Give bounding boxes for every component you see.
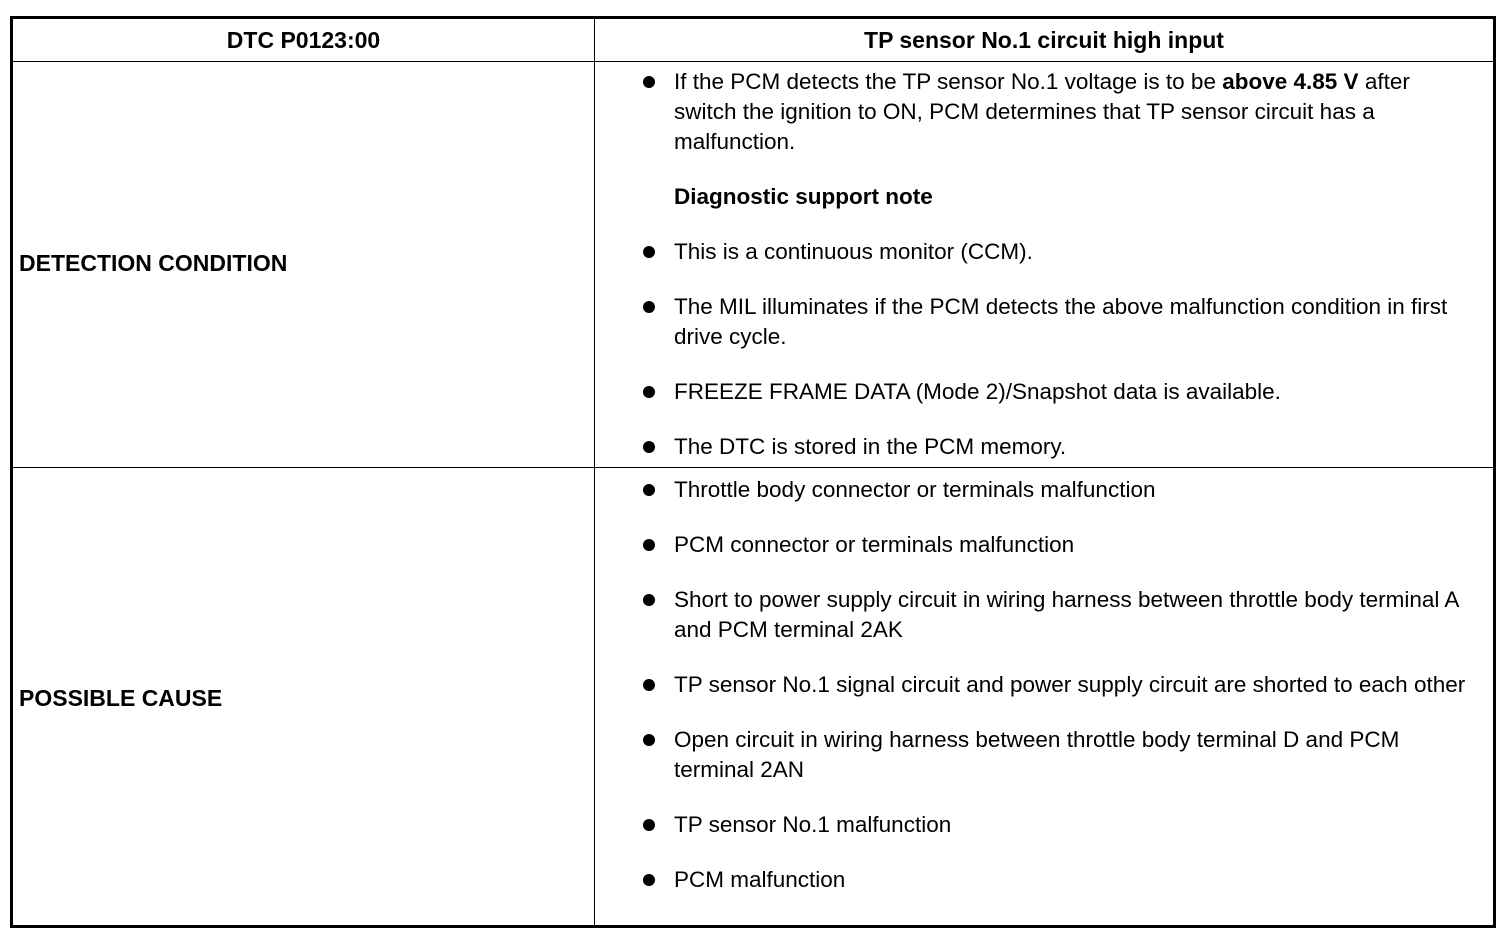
cause-item-text: Open circuit in wiring harness between throttle body terminal D and PCM terminal 2AN xyxy=(674,727,1400,782)
bullet-icon xyxy=(643,594,655,606)
list-item xyxy=(595,530,1493,560)
possible-cause-content xyxy=(595,475,1493,920)
header-row-divider xyxy=(13,61,1493,62)
bullet-icon xyxy=(643,484,655,496)
bullet-icon xyxy=(643,301,655,313)
possible-cause-label: POSSIBLE CAUSE xyxy=(19,685,223,711)
dtc-table xyxy=(10,16,1496,928)
dtc-code-header: DTC P0123:00 xyxy=(226,26,381,53)
note-item-text: The DTC is stored in the PCM memory. xyxy=(674,434,1067,459)
bullet-icon xyxy=(643,539,655,551)
detection-threshold: above 4.85 V xyxy=(1222,69,1359,94)
bullet-icon xyxy=(643,819,655,831)
cause-item-text: PCM connector or terminals malfunction xyxy=(674,532,1075,557)
detection-text-after: after switch the ignition to ON, PCM determines that TP sensor circuit has a malfunction. xyxy=(674,69,1410,154)
cause-item-text: TP sensor No.1 signal circuit and power supply circuit are shorted to each other xyxy=(674,672,1466,697)
list-item xyxy=(595,432,1493,462)
cause-item-text: PCM malfunction xyxy=(674,867,846,892)
list-item xyxy=(595,585,1493,645)
list-item xyxy=(595,810,1493,840)
diagnostic-note-title: Diagnostic support note xyxy=(674,184,933,209)
cause-item-text: Short to power supply circuit in wiring harness between throttle body terminal A and PCM terminal 2AK xyxy=(674,587,1459,642)
bullet-icon xyxy=(643,679,655,691)
bullet-icon xyxy=(643,734,655,746)
bullet-icon xyxy=(643,386,655,398)
bullet-icon xyxy=(643,76,655,88)
note-item-text: FREEZE FRAME DATA (Mode 2)/Snapshot data is available. xyxy=(674,379,1281,404)
detection-text-before: If the PCM detects the TP sensor No.1 voltage is to be xyxy=(674,69,1223,94)
detection-condition-content xyxy=(595,67,1493,487)
dtc-title-header: TP sensor No.1 circuit high input xyxy=(864,26,1224,53)
list-item xyxy=(595,725,1493,785)
note-item-text: The MIL illuminates if the PCM detects the above malfunction condition in first drive cycle. xyxy=(674,294,1448,349)
list-item xyxy=(595,292,1493,352)
cause-item-text: TP sensor No.1 malfunction xyxy=(674,812,952,837)
bullet-icon xyxy=(643,441,655,453)
list-item xyxy=(595,67,1493,157)
list-item xyxy=(595,865,1493,895)
cause-item-text: Throttle body connector or terminals malfunction xyxy=(674,477,1156,502)
bullet-icon xyxy=(643,874,655,886)
list-item xyxy=(595,377,1493,407)
list-item xyxy=(595,670,1493,700)
bullet-icon xyxy=(643,246,655,258)
note-item-text: This is a continuous monitor (CCM). xyxy=(674,239,1033,264)
detection-condition-label: DETECTION CONDITION xyxy=(19,250,288,276)
list-item xyxy=(595,237,1493,267)
list-item xyxy=(595,475,1493,505)
